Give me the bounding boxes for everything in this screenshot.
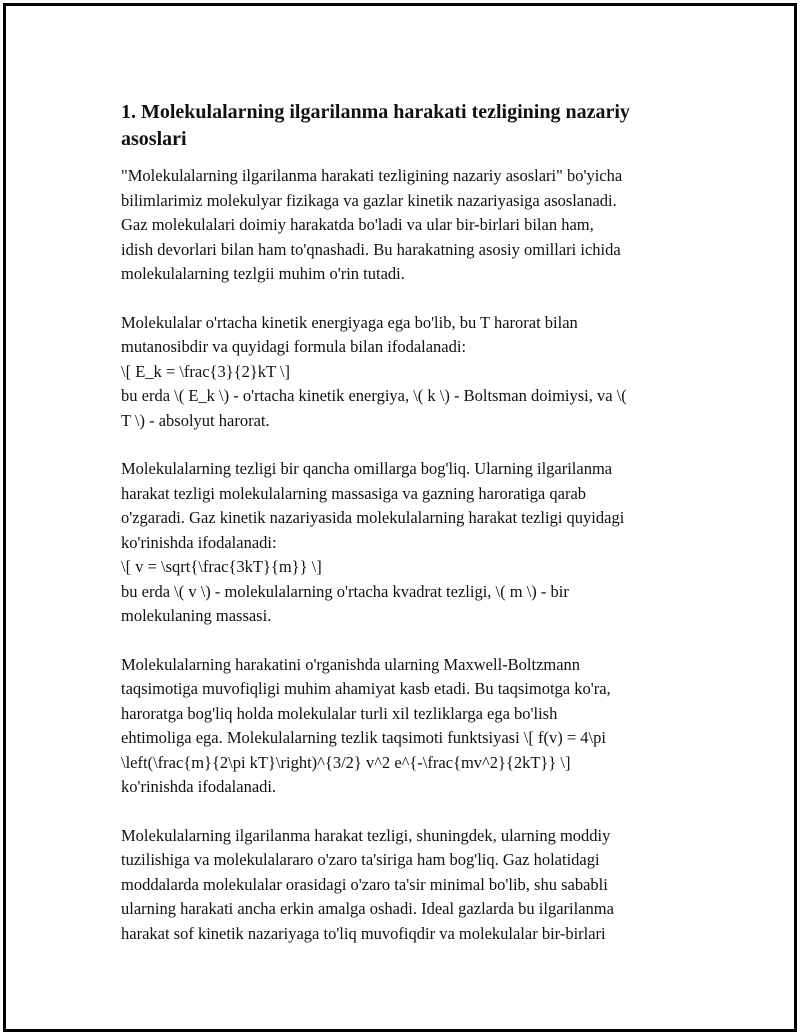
heading-line: asoslari [121,128,187,150]
text-line: Molekulalarning ilgarilanma harakat tezligi, shuningdek, ularning moddiy [121,825,611,845]
document-body [121,99,691,970]
text-line: mutanosibdir va quyidagi formula bilan ifodalanadi: [121,337,467,356]
text-line: molekulaning massasi. [121,606,272,625]
text-line: "Molekulalarning ilgarilanma harakati tezligining nazariy asoslari" bo'yicha [121,166,623,185]
text-line: harakat sof kinetik nazariyaga to'liq muvofiqdir va molekulalar bir-birlari [121,923,606,943]
text-line: Molekulalarning tezligi bir qancha omillarga bog'liq. Ularning ilgarilanma [121,459,613,478]
text-line: haroratga bog'liq holda molekulalar turli xil tezliklarga ega bo'lish [121,703,558,723]
text-line: bilimlarimiz molekulyar fizikaga va gazlar kinetik nazariyasiga asoslanadi. [121,190,617,210]
text-line: taqsimotiga muvofiqligi muhim ahamiyat kasb etadi. Bu taqsimotga ko'ra, [121,679,611,698]
text-line: bu erda \( v \) - molekulalarning o'rtacha kvadrat tezligi, \( m \) - bir [121,581,569,601]
text-line: moddalarda molekulalar orasidagi o'zaro ta'sir minimal bo'lib, shu sababli [121,874,608,894]
formula-line: \left(\frac{m}{2\pi kT}\right)^{3/2} v^2 e^{-\frac{mv^2}{2kT}} \] [121,752,571,772]
text-line: tuzilishiga va molekulalararo o'zaro ta'siriga ham bog'liq. Gaz holatidagi [121,850,600,869]
text-line: bu erda \( E_k \) - o'rtacha kinetik energiya, \( k \) - Boltsman doimiysi, va \( [121,386,627,405]
text-line: molekulalarning tezlgii muhim o'rin tutadi. [121,264,405,283]
text-line: T \) - absolyut harorat. [121,410,270,430]
text-line: ko'rinishda ifodalanadi: [121,532,277,552]
text-line: harakat tezligi molekulalarning massasiga va gazning haroratiga qarab [121,483,587,503]
text-line: Molekulalarning harakatini o'rganishda ularning Maxwell-Boltzmann [121,654,581,674]
section-heading [121,99,691,153]
paragraph-kinetic-energy [121,311,691,434]
page-frame [3,3,797,1032]
text-line: o'zgaradi. Gaz kinetik nazariyasida molekulalarning harakat tezligi quyidagi [121,508,625,527]
text-line: ehtimoliga ega. Molekulalarning tezlik taqsimoti funktsiyasi \[ f(v) = 4\pi [121,728,606,747]
paragraph-velocity [121,457,691,629]
text-line: Gaz molekulalari doimiy harakatda bo'ladi va ular bir-birlari bilan ham, [121,215,594,234]
text-line: Molekulalar o'rtacha kinetik energiyaga ega bo'lib, bu T harorat bilan [121,312,578,332]
text-line: ularning harakati ancha erkin amalga oshadi. Ideal gazlarda bu ilgarilanma [121,899,614,918]
paragraph-intro [121,164,691,287]
text-line: ko'rinishda ifodalanadi. [121,777,277,796]
text-line: idish devorlari bilan ham to'qnashadi. Bu harakatning asosiy omillari ichida [121,239,621,259]
paragraph-maxwell-boltzmann [121,653,691,800]
formula-line: \[ E_k = \frac{3}{2}kT \] [121,361,290,381]
paragraph-interaction [121,824,691,947]
heading-line: 1. Molekulalarning ilgarilanma harakati tezligining nazariy [121,101,630,123]
formula-line: \[ v = \sqrt{\frac{3kT}{m}} \] [121,557,322,576]
